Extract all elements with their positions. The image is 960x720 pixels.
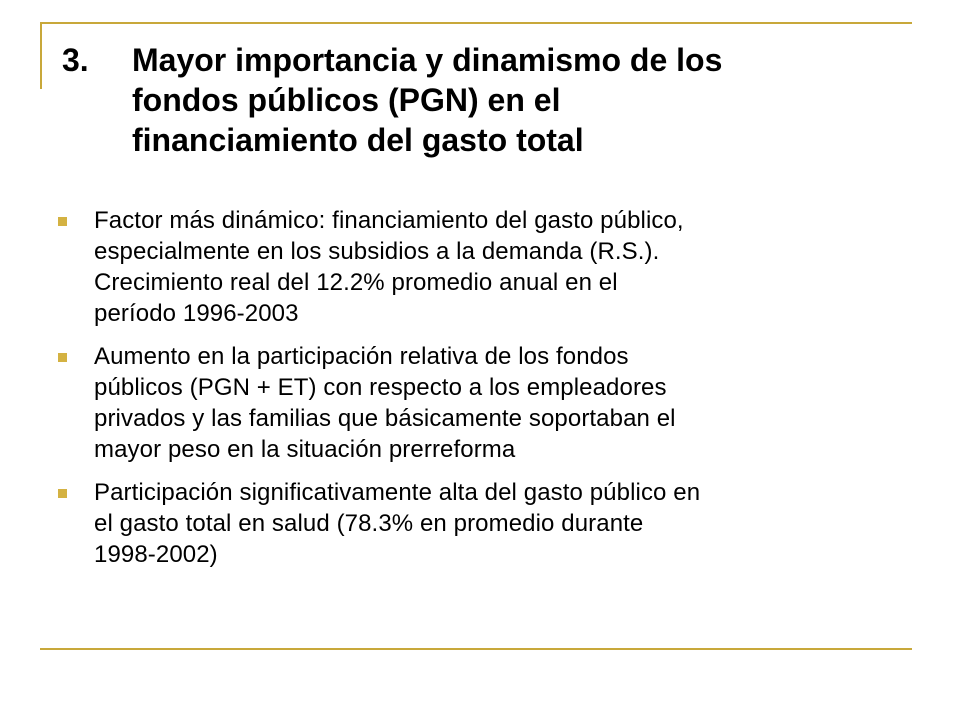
title-line-2: fondos públicos (PGN) en el bbox=[132, 82, 561, 118]
bullet-item-1 bbox=[58, 205, 918, 329]
left-decorative-rule bbox=[40, 22, 42, 89]
bullet-line: especialmente en los subsidios a la demanda (R.S.). bbox=[94, 238, 660, 265]
square-bullet-icon bbox=[58, 353, 67, 362]
bullet-line: 1998-2002) bbox=[94, 541, 218, 568]
bullet-text bbox=[94, 341, 918, 465]
square-bullet-icon bbox=[58, 217, 67, 226]
title-line-3: financiamiento del gasto total bbox=[132, 122, 584, 158]
title-number: 3. bbox=[62, 42, 89, 78]
bullet-line: privados y las familias que básicamente soportaban el bbox=[94, 405, 676, 432]
bullet-item-3 bbox=[58, 477, 918, 570]
bullet-text bbox=[94, 477, 918, 570]
title-line-1: Mayor importancia y dinamismo de los bbox=[132, 42, 723, 78]
bullet-line: Factor más dinámico: financiamiento del gasto público, bbox=[94, 207, 684, 234]
bullet-line: Participación significativamente alta del gasto público en bbox=[94, 479, 701, 506]
bullet-line: públicos (PGN + ET) con respecto a los empleadores bbox=[94, 374, 667, 401]
bullet-line: Aumento en la participación relativa de los fondos bbox=[94, 343, 629, 370]
top-decorative-rule bbox=[40, 22, 912, 24]
bullet-line: mayor peso en la situación prerreforma bbox=[94, 436, 516, 463]
square-bullet-icon bbox=[58, 489, 67, 498]
bullet-line: el gasto total en salud (78.3% en promedio durante bbox=[94, 510, 644, 537]
title-text bbox=[132, 40, 882, 160]
bullet-item-2 bbox=[58, 341, 918, 465]
bullet-line: Crecimiento real del 12.2% promedio anual en el bbox=[94, 269, 618, 296]
bullet-text bbox=[94, 205, 918, 329]
bullet-list bbox=[58, 205, 918, 582]
bullet-line: período 1996-2003 bbox=[94, 300, 299, 327]
bottom-decorative-rule bbox=[40, 648, 912, 650]
